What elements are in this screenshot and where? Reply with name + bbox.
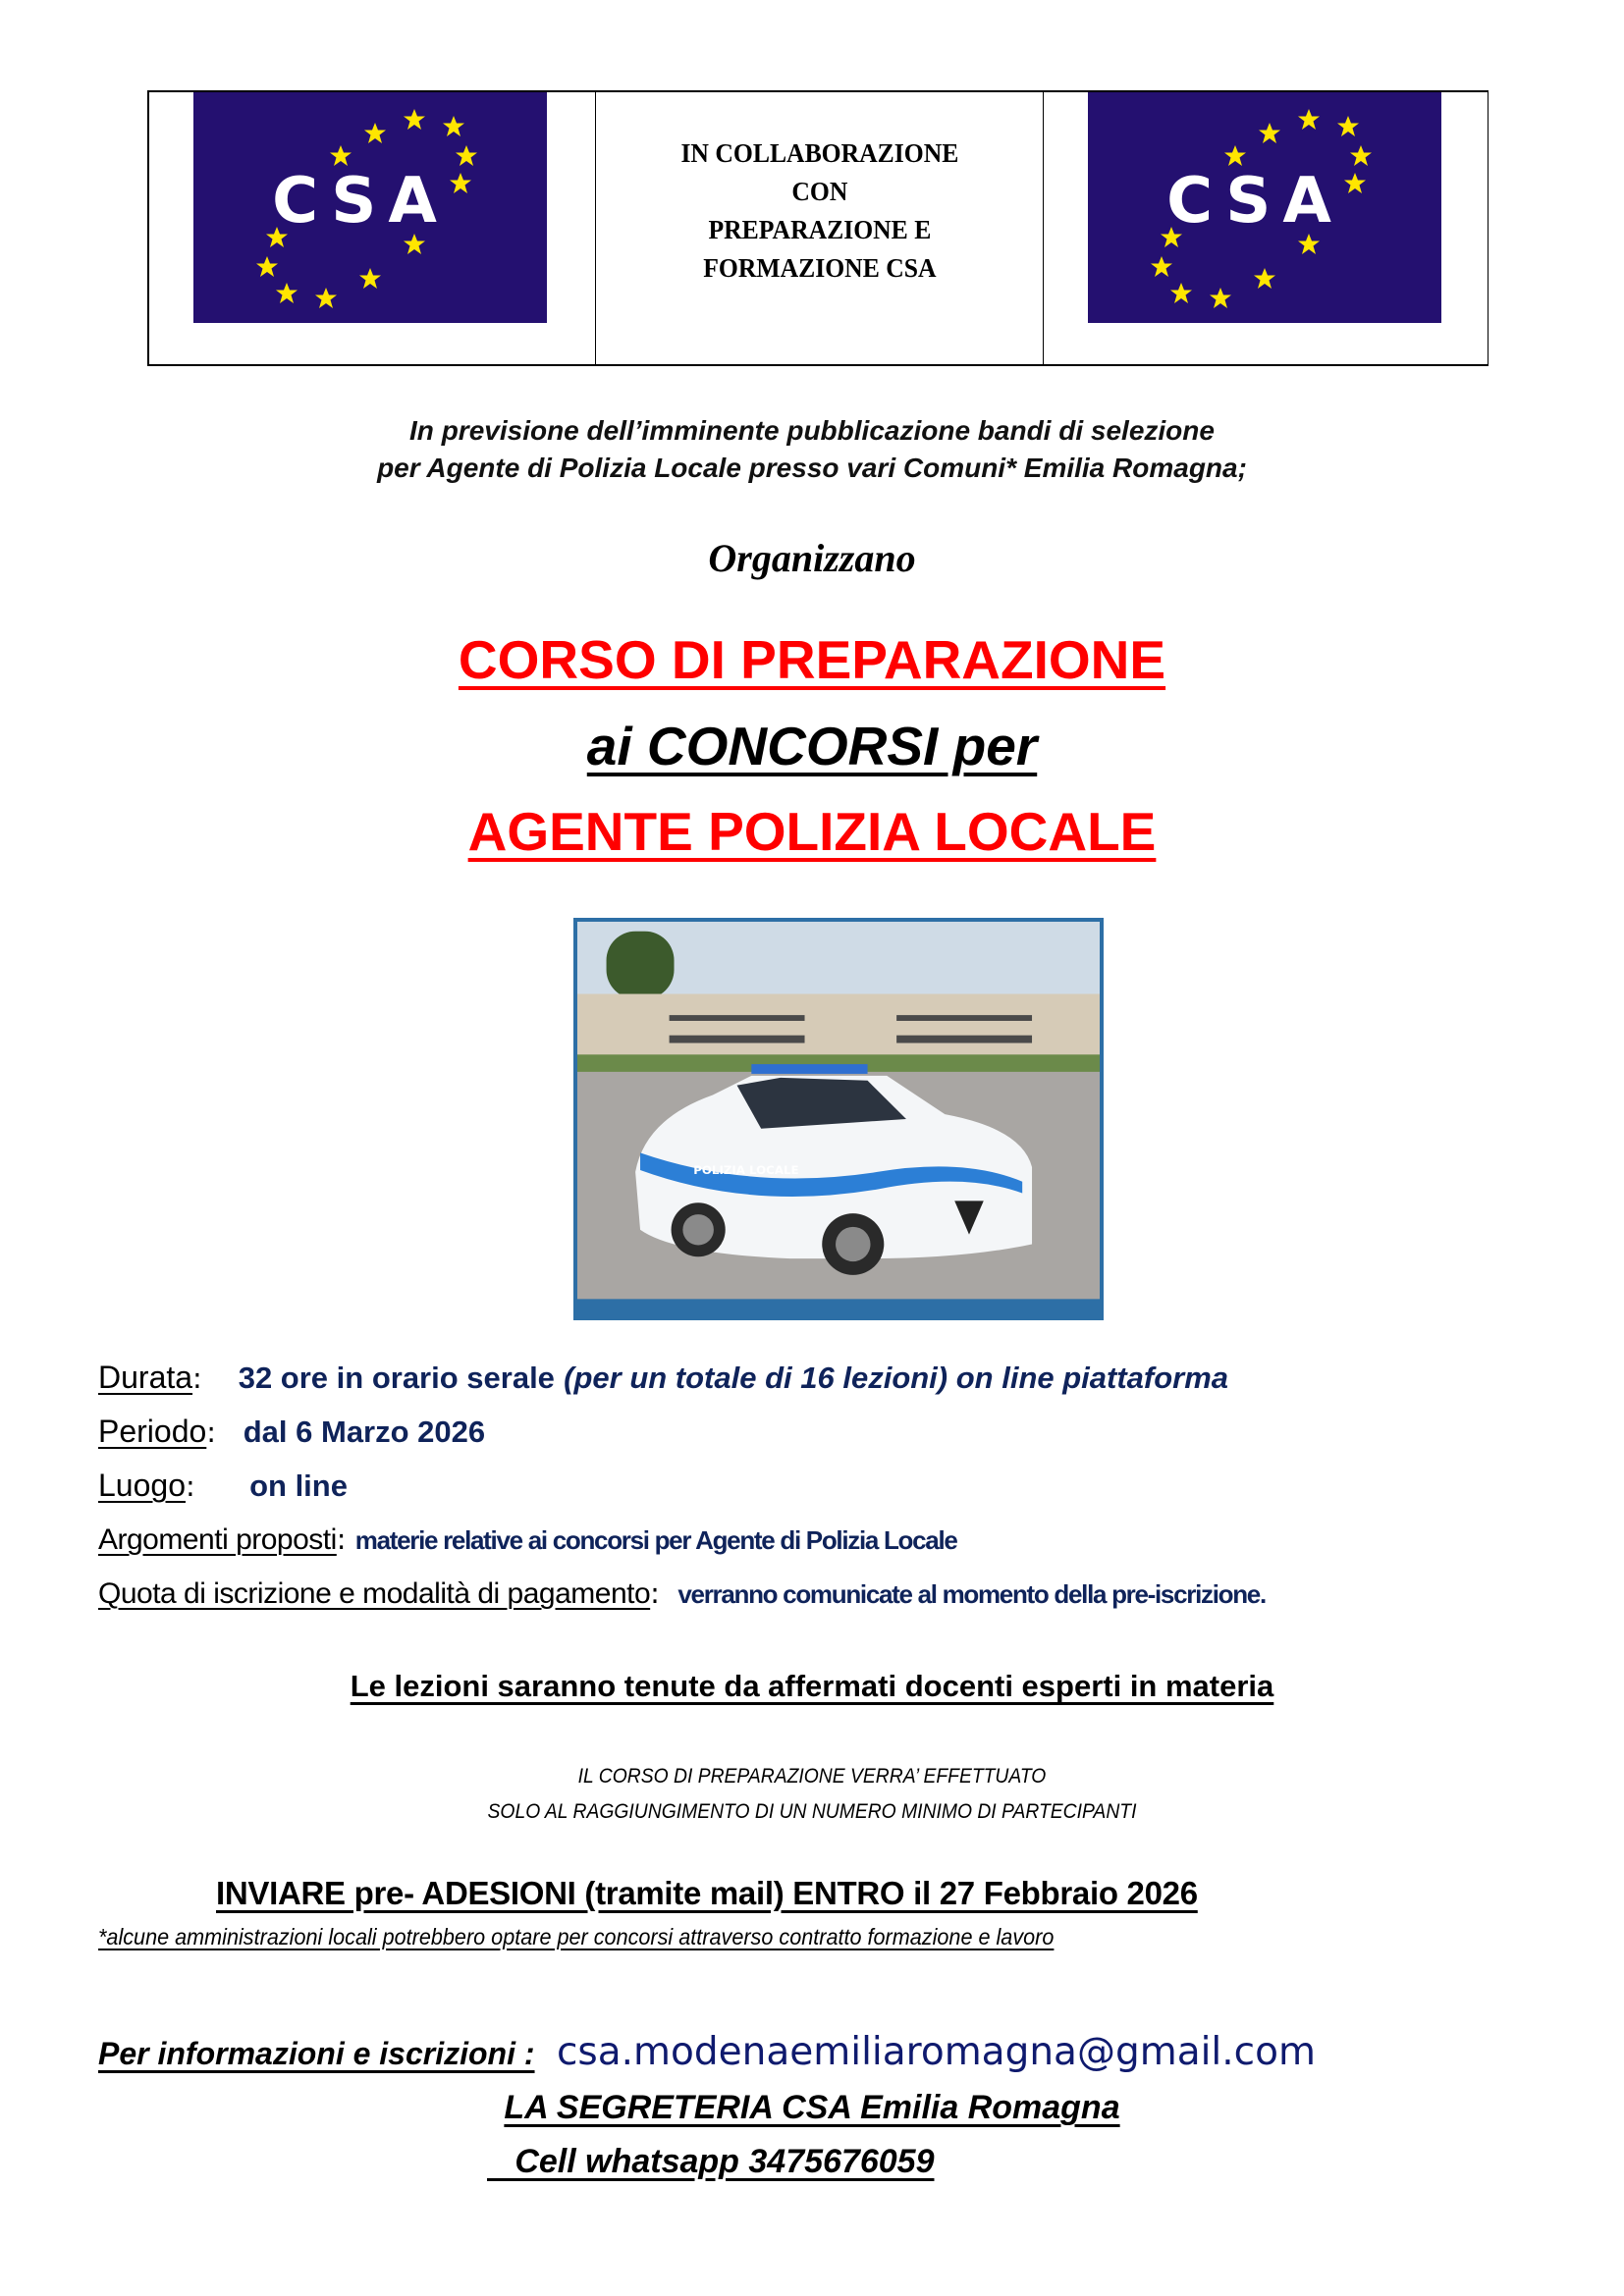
course-title-line1: CORSO DI PREPARAZIONE: [458, 629, 1166, 690]
svg-text:CSA: CSA: [272, 165, 449, 238]
notice-line: IL CORSO DI PREPARAZIONE VERRA’ EFFETTUATO: [577, 1765, 1047, 1788]
intro-text: [0, 412, 1624, 487]
lessons-note: Le lezioni saranno tenute da affermati docenti esperti in materia: [350, 1669, 1274, 1703]
csa-stars-icon: [1088, 92, 1441, 323]
collab-line: IN COLLABORAZIONE: [680, 138, 958, 168]
detail-value: on line: [249, 1468, 348, 1503]
csa-logo: [1088, 92, 1441, 323]
detail-value: verranno comunicate al momento della pre-iscrizione.: [677, 1579, 1266, 1609]
course-title-line3: AGENTE POLIZIA LOCALE: [467, 801, 1157, 862]
colon: :: [192, 1362, 202, 1395]
contact-label: Per informazioni e iscrizioni :: [98, 2036, 535, 2071]
csa-stars-icon: [193, 92, 547, 323]
colon: :: [185, 1469, 195, 1503]
collaboration-text: [680, 134, 958, 288]
detail-row-periodo: [98, 1407, 1551, 1461]
detail-value: materie relative ai concorsi per Agente di Polizia Locale: [354, 1525, 957, 1555]
organizers-heading: Organizzano: [708, 536, 916, 580]
header-cell-right-logo: [1044, 92, 1488, 364]
colon: :: [336, 1522, 347, 1556]
detail-label: Quota di iscrizione e modalità di pagamento: [98, 1577, 651, 1610]
footnote: *alcune amministrazioni locali potrebbero optare per concorsi attraverso contratto formazione e lavoro: [98, 1924, 1055, 1949]
detail-label: Luogo: [98, 1468, 186, 1503]
course-title-line2: ai CONCORSI per: [586, 716, 1038, 776]
police-car-image: [577, 922, 1100, 1316]
collab-line: CON: [791, 177, 847, 206]
intro-line: In previsione dell’imminente pubblicazione bandi di selezione: [409, 415, 1215, 446]
collab-line: PREPARAZIONE E: [708, 215, 931, 244]
whatsapp-phone: Cell whatsapp 3475676059: [487, 2143, 935, 2180]
detail-label: Periodo: [98, 1414, 207, 1449]
detail-row-luogo: [98, 1461, 1551, 1515]
colon: :: [650, 1576, 660, 1610]
header-cell-left-logo: [149, 92, 596, 364]
detail-value-italic: (per un totale di 16 lezioni) on line piattaforma: [564, 1361, 1229, 1395]
registration-deadline: INVIARE pre- ADESIONI (tramite mail) ENTRO il 27 Febbraio 2026: [216, 1875, 1198, 1911]
contact-email-link[interactable]: csa.modenaemiliaromagna@gmail.com: [556, 2030, 1316, 2074]
notice-line: SOLO AL RAGGIUNGIMENTO DI UN NUMERO MINIMO DI PARTECIPANTI: [487, 1800, 1137, 1823]
detail-row-quota: [98, 1569, 1551, 1623]
detail-value: dal 6 Marzo 2026: [243, 1415, 486, 1449]
svg-text:POLIZIA LOCALE: POLIZIA LOCALE: [693, 1162, 799, 1177]
detail-row-argomenti: [98, 1515, 1551, 1569]
colon: :: [206, 1415, 217, 1449]
detail-row-durata: [98, 1353, 1551, 1407]
contact-info: [98, 2030, 1316, 2074]
detail-value: 32 ore in orario serale: [238, 1361, 555, 1395]
header-table: [147, 90, 1489, 366]
svg-text:CSA: CSA: [1166, 165, 1343, 238]
detail-label: Durata: [98, 1360, 193, 1395]
course-details: [98, 1353, 1551, 1623]
intro-line: per Agente di Polizia Locale presso vari Comuni* Emilia Romagna;: [377, 453, 1247, 483]
police-car-photo: [573, 918, 1104, 1320]
secretariat-name: LA SEGRETERIA CSA Emilia Romagna: [504, 2089, 1120, 2126]
minimum-participants-notice: [65, 1759, 1559, 1830]
csa-logo: [193, 92, 547, 323]
collab-line: FORMAZIONE CSA: [702, 253, 937, 283]
header-cell-collaboration: [596, 92, 1044, 364]
detail-label: Argomenti proposti: [98, 1523, 337, 1556]
